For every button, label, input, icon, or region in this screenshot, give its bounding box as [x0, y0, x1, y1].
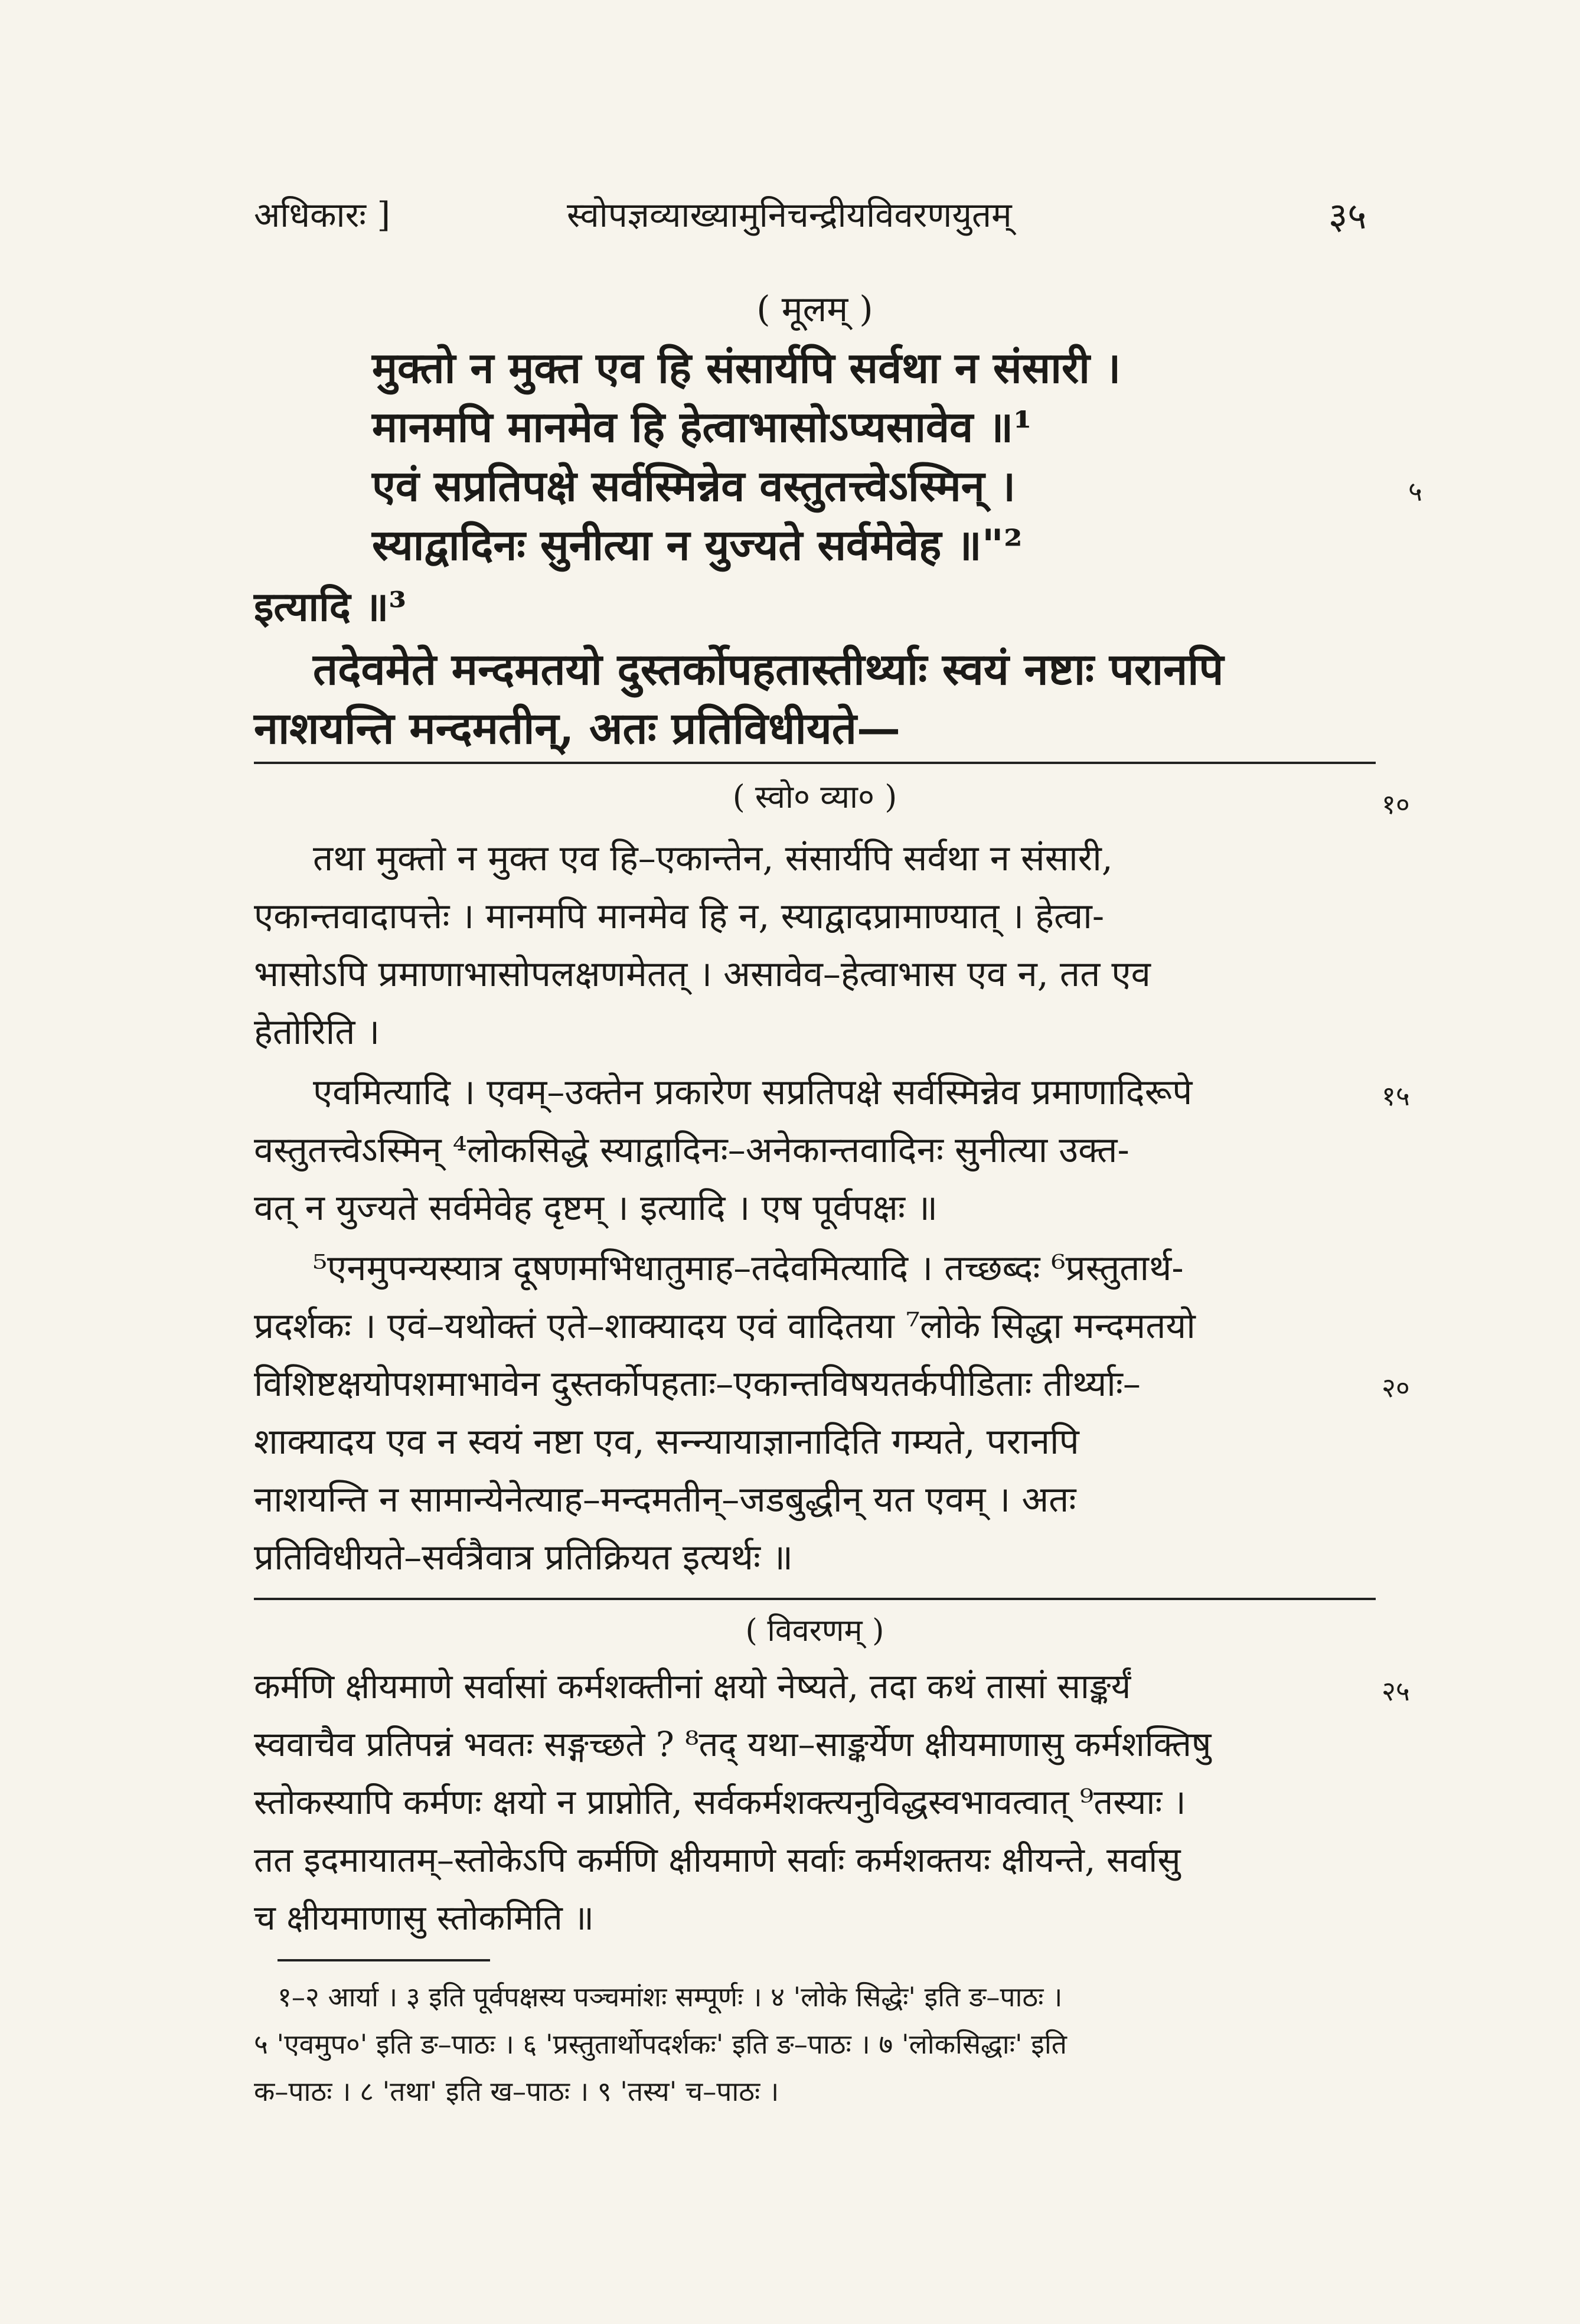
section-divider-1	[254, 762, 1376, 764]
svopajna-p3-line-2: प्रदर्शकः । एवं–यथोक्तं एते–शाक्यादय एवं वादितया ⁷लोके सिद्धा मन्दमतयो	[254, 1305, 1196, 1347]
svopajna-p1-line-2: एकान्तवादापत्तेः । मानमपि मानमेव हि न, स्याद्वादप्रामाण्यात् । हेत्वा-	[254, 896, 1105, 937]
vivarana-line-2: स्ववाचैव प्रतिपन्नं भवतः सङ्गच्छते ? ⁸तद् यथा–साङ्कर्येण क्षीयमाणासु कर्मशक्तिषु	[254, 1724, 1212, 1764]
line-number-5: ५	[1408, 475, 1422, 507]
mula-para-line-1: तदेवमेते मन्दमतयो दुस्तर्कोपहतास्तीर्थ्याः स्वयं नष्टाः परानपि	[313, 644, 1224, 695]
svopajna-p3-line-3: विशिष्टक्षयोपशमाभावेन दुस्तर्कोपहताः–एकान्तविषयतर्कपीडिताः तीर्थ्याः–	[254, 1363, 1141, 1405]
section-divider-2	[254, 1598, 1376, 1600]
svopajna-p3-line-5: नाशयन्ति न सामान्येनेत्याह–मन्दमतीन्–जडबुद्धीन् यत एवम् । अतः	[254, 1479, 1076, 1520]
svopajna-heading: ( स्वो० व्या० )	[732, 778, 897, 815]
header-section-label: अधिकारः ]	[254, 195, 391, 235]
footnote-line-3: क–पाठः । ८ 'तथा' इति ख–पाठः । ९ 'तस्य' च–पाठः ।	[254, 2075, 779, 2107]
footnote-divider	[278, 1959, 490, 1961]
svopajna-p3-line-6: प्रतिविधीयते–सर्वत्रैवात्र प्रतिक्रियत इत्यर्थः ॥	[254, 1537, 794, 1578]
vivarana-line-4: तत इदमायातम्–स्तोकेऽपि कर्मणि क्षीयमाणे सर्वाः कर्मशक्तयः क्षीयन्ते, सर्वासु	[254, 1840, 1181, 1880]
header-title: स्वोपज्ञव्याख्यामुनिचन्द्रीयविवरणयुतम्	[567, 195, 1012, 235]
svopajna-p2-line-2: वस्तुतत्त्वेऽस्मिन् ⁴लोकसिद्धे स्याद्वादिनः–अनेकान्तवादिनः सुनीत्या उक्त-	[254, 1130, 1129, 1171]
svopajna-p1-line-3: भासोऽपि प्रमाणाभासोपलक्षणमेतत् । असावेव–हेत्वाभास एव न, तत एव	[254, 954, 1151, 995]
line-number-15: १५	[1382, 1080, 1410, 1112]
line-number-25: २५	[1382, 1675, 1410, 1707]
verse-line-4: स्याद्वादिनः सुनीत्या न युज्यते सर्वमेवेह ॥"²	[372, 520, 1023, 570]
line-number-10: १०	[1382, 788, 1410, 820]
vivarana-line-1: कर्मणि क्षीयमाणे सर्वासां कर्मशक्तीनां क्षयो नेष्यते, तदा कथं तासां साङ्कर्यं	[254, 1666, 1131, 1706]
svopajna-p2-line-1: एवमित्यादि । एवम्–उक्तेन प्रकारेण सप्रतिपक्षे सर्वस्मिन्नेव प्रमाणादिरूपे	[313, 1072, 1193, 1113]
verse-line-3: एवं सप्रतिपक्षे सर्वस्मिन्नेव वस्तुतत्त्वेऽस्मिन् ।	[372, 461, 1016, 511]
page-number: ३५	[1328, 194, 1367, 237]
footnote-line-1: १–२ आर्या । ३ इति पूर्वपक्षस्य पञ्चमांशः सम्पूर्णः । ४ 'लोके सिद्धेः' इति ङ–पाठः ।	[278, 1981, 1063, 2013]
verse-line-1: मुक्तो न मुक्त एव हि संसार्यपि सर्वथा न संसारी ।	[372, 342, 1121, 393]
svopajna-p3-line-1: ⁵एनमुपन्यस्यात्र दूषणमभिधातुमाह–तदेवमित्यादि । तच्छब्दः ⁶प्रस्तुतार्थ-	[313, 1248, 1184, 1289]
footnote-line-2: ५ 'एवमुप०' इति ङ–पाठः । ६ 'प्रस्तुतार्थोपदर्शकः' इति ङ–पाठः । ७ 'लोकसिद्धाः' इति	[254, 2028, 1068, 2060]
line-number-20: २०	[1382, 1372, 1410, 1403]
verse-line-2: मानमपि मानमेव हि हेत्वाभासोऽप्यसावेव ॥¹	[372, 402, 1032, 452]
ityadi-line: इत्यादि ॥³	[254, 583, 407, 631]
mula-heading: ( मूलम् )	[756, 289, 873, 330]
svopajna-p3-line-4: शाक्यादय एव न स्वयं नष्टा एव, सन्न्यायाज्ञानादिति गम्यते, परानपि	[254, 1421, 1079, 1463]
vivarana-line-5: च क्षीयमाणासु स्तोकमिति ॥	[254, 1898, 594, 1938]
mula-para-line-2: नाशयन्ति मन्दमतीन्, अतः प्रतिविधीयते—	[254, 703, 900, 754]
svopajna-p1-line-4: हेतोरिति ।	[254, 1011, 380, 1053]
vivarana-heading: ( विवरणम् )	[745, 1613, 884, 1649]
svopajna-p1-line-1: तथा मुक्तो न मुक्त एव हि–एकान्तेन, संसार्यपि सर्वथा न संसारी,	[313, 838, 1113, 879]
svopajna-p2-line-3: वत् न युज्यते सर्वमेवेह दृष्टम् । इत्यादि । एष पूर्वपक्षः ॥	[254, 1187, 938, 1229]
vivarana-line-3: स्तोकस्यापि कर्मणः क्षयो न प्राप्नोति, सर्वकर्मशक्त्यनुविद्धस्वभावत्वात् ⁹तस्याः ।	[254, 1782, 1186, 1822]
